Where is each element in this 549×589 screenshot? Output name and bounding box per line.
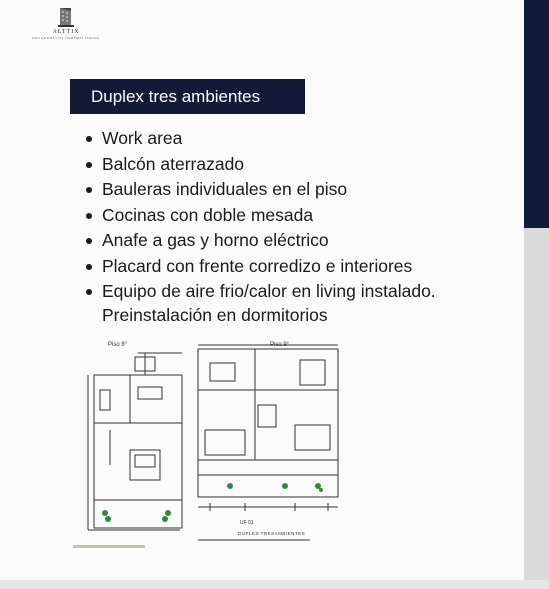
list-item: Anafe a gas y horno eléctrico [86,228,436,254]
floor-label-left: Piso 8° [108,342,128,348]
brand-name: ALTTIX [52,29,80,35]
plan-caption: DUPLEX TRESAMBIENTES [238,531,306,536]
unit-code: UF 01 [240,520,254,526]
side-band-light [524,228,549,580]
list-item: Placard con frente corredizo e interiores [86,254,436,280]
feature-list [86,126,436,305]
list-item-continuation: Preinstalación en dormitorios [102,305,328,325]
floor-plan-drawing [80,335,360,545]
list-item: Work area [86,126,436,152]
list-item: Bauleras individuales en el piso [86,177,436,203]
list-item: Cocinas con doble mesada [86,203,436,229]
brand-tagline: DESARROLLOS INMOBILIARIOS [32,36,100,40]
list-item: Balcón aterrazado [86,152,436,178]
accent-rule [73,545,145,548]
floor-label-right: Piso 9° [270,342,290,348]
building-icon [57,6,75,28]
page-bottom-edge [0,580,549,589]
brand-logo [16,6,116,52]
side-band-dark [524,0,549,228]
list-item [86,279,436,305]
page-title: Duplex tres ambientes [70,79,305,114]
list-item-line-1: Equipo de aire frio/calor en living instalado. [102,281,436,301]
